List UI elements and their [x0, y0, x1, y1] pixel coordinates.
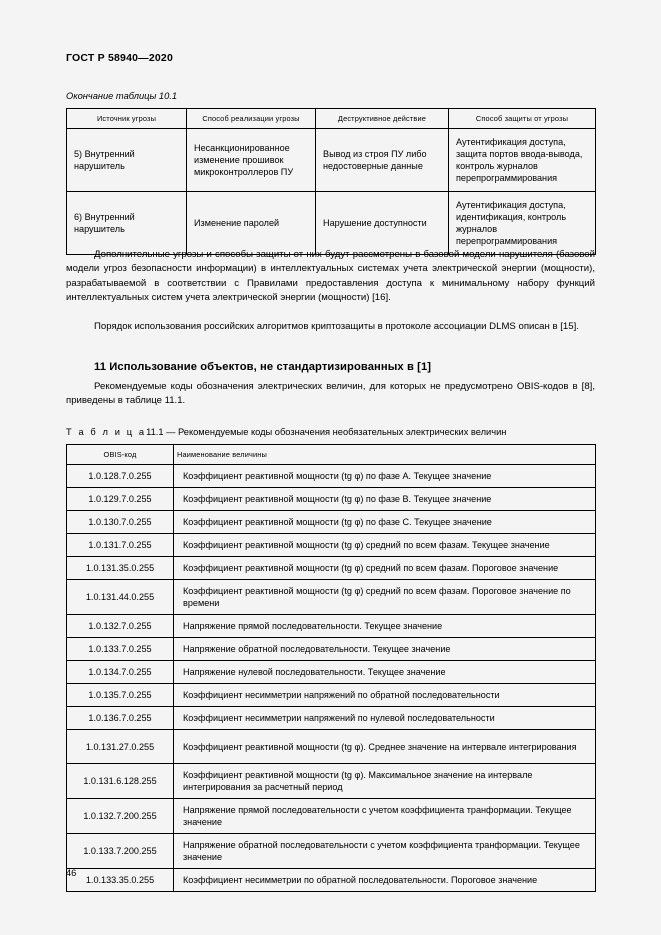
table-row: [67, 764, 596, 799]
cell-obis-code: 1.0.128.7.0.255: [67, 465, 174, 488]
page-number: 46: [66, 868, 77, 878]
running-head: ГОСТ Р 58940—2020: [66, 52, 174, 64]
cell-obis-code: 1.0.135.7.0.255: [67, 684, 174, 707]
threats-table: [66, 108, 596, 255]
cell-effect: Нарушение доступности: [316, 192, 449, 255]
cell-protection: Аутентификация доступа, защита портов ввода-вывода, контроль журналов перепрограммирования: [449, 129, 596, 192]
cell-obis-code: 1.0.133.7.0.255: [67, 638, 174, 661]
obis-table-body: [67, 465, 596, 892]
cell-quantity-name: Коэффициент реактивной мощности (tg φ) по фазе B. Текущее значение: [174, 488, 596, 511]
table-row: [67, 869, 596, 892]
cell-obis-code: 1.0.134.7.0.255: [67, 661, 174, 684]
cell-obis-code: 1.0.131.35.0.255: [67, 557, 174, 580]
cell-quantity-name: Напряжение прямой последовательности с учетом коэффициента транформации. Текущее значение: [174, 799, 596, 834]
caption-label: Т а б л и ц а: [66, 427, 147, 437]
cell-quantity-name: Коэффициент реактивной мощности (tg φ). Максимальное значение на интервале интегрирования за расчетный период: [174, 764, 596, 799]
obis-codes-table: [66, 444, 596, 892]
cell-obis-code: 1.0.130.7.0.255: [67, 511, 174, 534]
table-row: [67, 557, 596, 580]
cell-method: Изменение паролей: [187, 192, 316, 255]
cell-effect: Вывод из строя ПУ либо недостоверные данные: [316, 129, 449, 192]
column-header-quantity-name: Наименование величины: [174, 445, 596, 465]
cell-obis-code: 1.0.132.7.0.255: [67, 615, 174, 638]
paragraph-obis-intro: Рекомендуемые коды обозначения электрических величин, для которых не предусмотрено OBIS-кодов в [8], приведены в таблице 11.1.: [66, 381, 595, 407]
cell-obis-code: 1.0.133.7.200.255: [67, 834, 174, 869]
cell-method: Несанкционированное изменение прошивок микроконтроллеров ПУ: [187, 129, 316, 192]
cell-quantity-name: Коэффициент реактивной мощности (tg φ). Среднее значение на интервале интегрирования: [174, 730, 596, 764]
column-header-obis-code: OBIS-код: [67, 445, 174, 465]
cell-source: 6) Внутренний нарушитель: [67, 192, 187, 255]
caption-dash: —: [166, 427, 176, 437]
table-header-row: [67, 109, 596, 129]
cell-obis-code: 1.0.132.7.200.255: [67, 799, 174, 834]
table-row: [67, 638, 596, 661]
column-header-source: Источник угрозы: [67, 109, 187, 129]
cell-quantity-name: Коэффициент реактивной мощности (tg φ) средний по всем фазам. Пороговое значение по времени: [174, 580, 596, 615]
paragraph-dlms-crypto: Порядок использования российских алгоритмов криптозащиты в протоколе ассоциации DLMS описан в [15].: [94, 321, 579, 332]
cell-quantity-name: Напряжение обратной последовательности. Текущее значение: [174, 638, 596, 661]
cell-obis-code: 1.0.131.7.0.255: [67, 534, 174, 557]
table-row: [67, 511, 596, 534]
cell-obis-code: 1.0.129.7.0.255: [67, 488, 174, 511]
cell-quantity-name: Коэффициент реактивной мощности (tg φ) средний по всем фазам. Пороговое значение: [174, 557, 596, 580]
cell-protection: Аутентификация доступа, идентификация, контроль журналов перепрограммирования: [449, 192, 596, 255]
table-row: [67, 707, 596, 730]
column-header-protection: Способ защиты от угрозы: [449, 109, 596, 129]
cell-quantity-name: Коэффициент реактивной мощности (tg φ) по фазе A. Текущее значение: [174, 465, 596, 488]
cell-quantity-name: Коэффициент несимметрии по обратной последовательности. Пороговое значение: [174, 869, 596, 892]
table-row: [67, 129, 596, 192]
table-row: [67, 834, 596, 869]
column-header-method: Способ реализации угрозы: [187, 109, 316, 129]
cell-quantity-name: Напряжение прямой последовательности. Текущее значение: [174, 615, 596, 638]
table-row: [67, 192, 596, 255]
cell-quantity-name: Коэффициент несимметрии напряжений по обратной последовательности: [174, 684, 596, 707]
table-row: [67, 799, 596, 834]
cell-quantity-name: Коэффициент реактивной мощности (tg φ) средний по всем фазам. Текущее значение: [174, 534, 596, 557]
table-row: [67, 730, 596, 764]
cell-obis-code: 1.0.131.6.128.255: [67, 764, 174, 799]
caption-text: Рекомендуемые коды обозначения необязательных электрических величин: [177, 427, 507, 437]
paragraph-additional-threats: Дополнительные угрозы и способы защиты от них будут рассмотрены в базовой модели нарушителя (базовой модели угроз безопасности информации) в интеллектуальных системах учета электрической энергии (мощности), разрабатываемой в соответствии с Правилами предоставления доступа к минимальному набору функций интеллектуальных систем учета электрической энергии (мощности) [16].: [66, 249, 595, 304]
table-row: [67, 465, 596, 488]
obis-table-caption: [66, 427, 506, 437]
table-row: [67, 534, 596, 557]
cell-obis-code: 1.0.131.44.0.255: [67, 580, 174, 615]
column-header-effect: Деструктивное действие: [316, 109, 449, 129]
section-heading-11: 11 Использование объектов, не стандартизированных в [1]: [94, 361, 432, 373]
cell-obis-code: 1.0.133.35.0.255: [67, 869, 174, 892]
cell-quantity-name: Коэффициент реактивной мощности (tg φ) по фазе C. Текущее значение: [174, 511, 596, 534]
cell-source: 5) Внутренний нарушитель: [67, 129, 187, 192]
table-row: [67, 580, 596, 615]
caption-number: 11.1: [146, 427, 164, 437]
table-continuation-caption: Окончание таблицы 10.1: [66, 91, 178, 101]
table-row: [67, 684, 596, 707]
cell-quantity-name: Напряжение обратной последовательности с учетом коэффициента транформации. Текущее значение: [174, 834, 596, 869]
table-row: [67, 615, 596, 638]
cell-obis-code: 1.0.131.27.0.255: [67, 730, 174, 764]
table-row: [67, 661, 596, 684]
cell-quantity-name: Коэффициент несимметрии напряжений по нулевой последовательности: [174, 707, 596, 730]
table-header-row: [67, 445, 596, 465]
cell-quantity-name: Напряжение нулевой последовательности. Текущее значение: [174, 661, 596, 684]
cell-obis-code: 1.0.136.7.0.255: [67, 707, 174, 730]
table-row: [67, 488, 596, 511]
